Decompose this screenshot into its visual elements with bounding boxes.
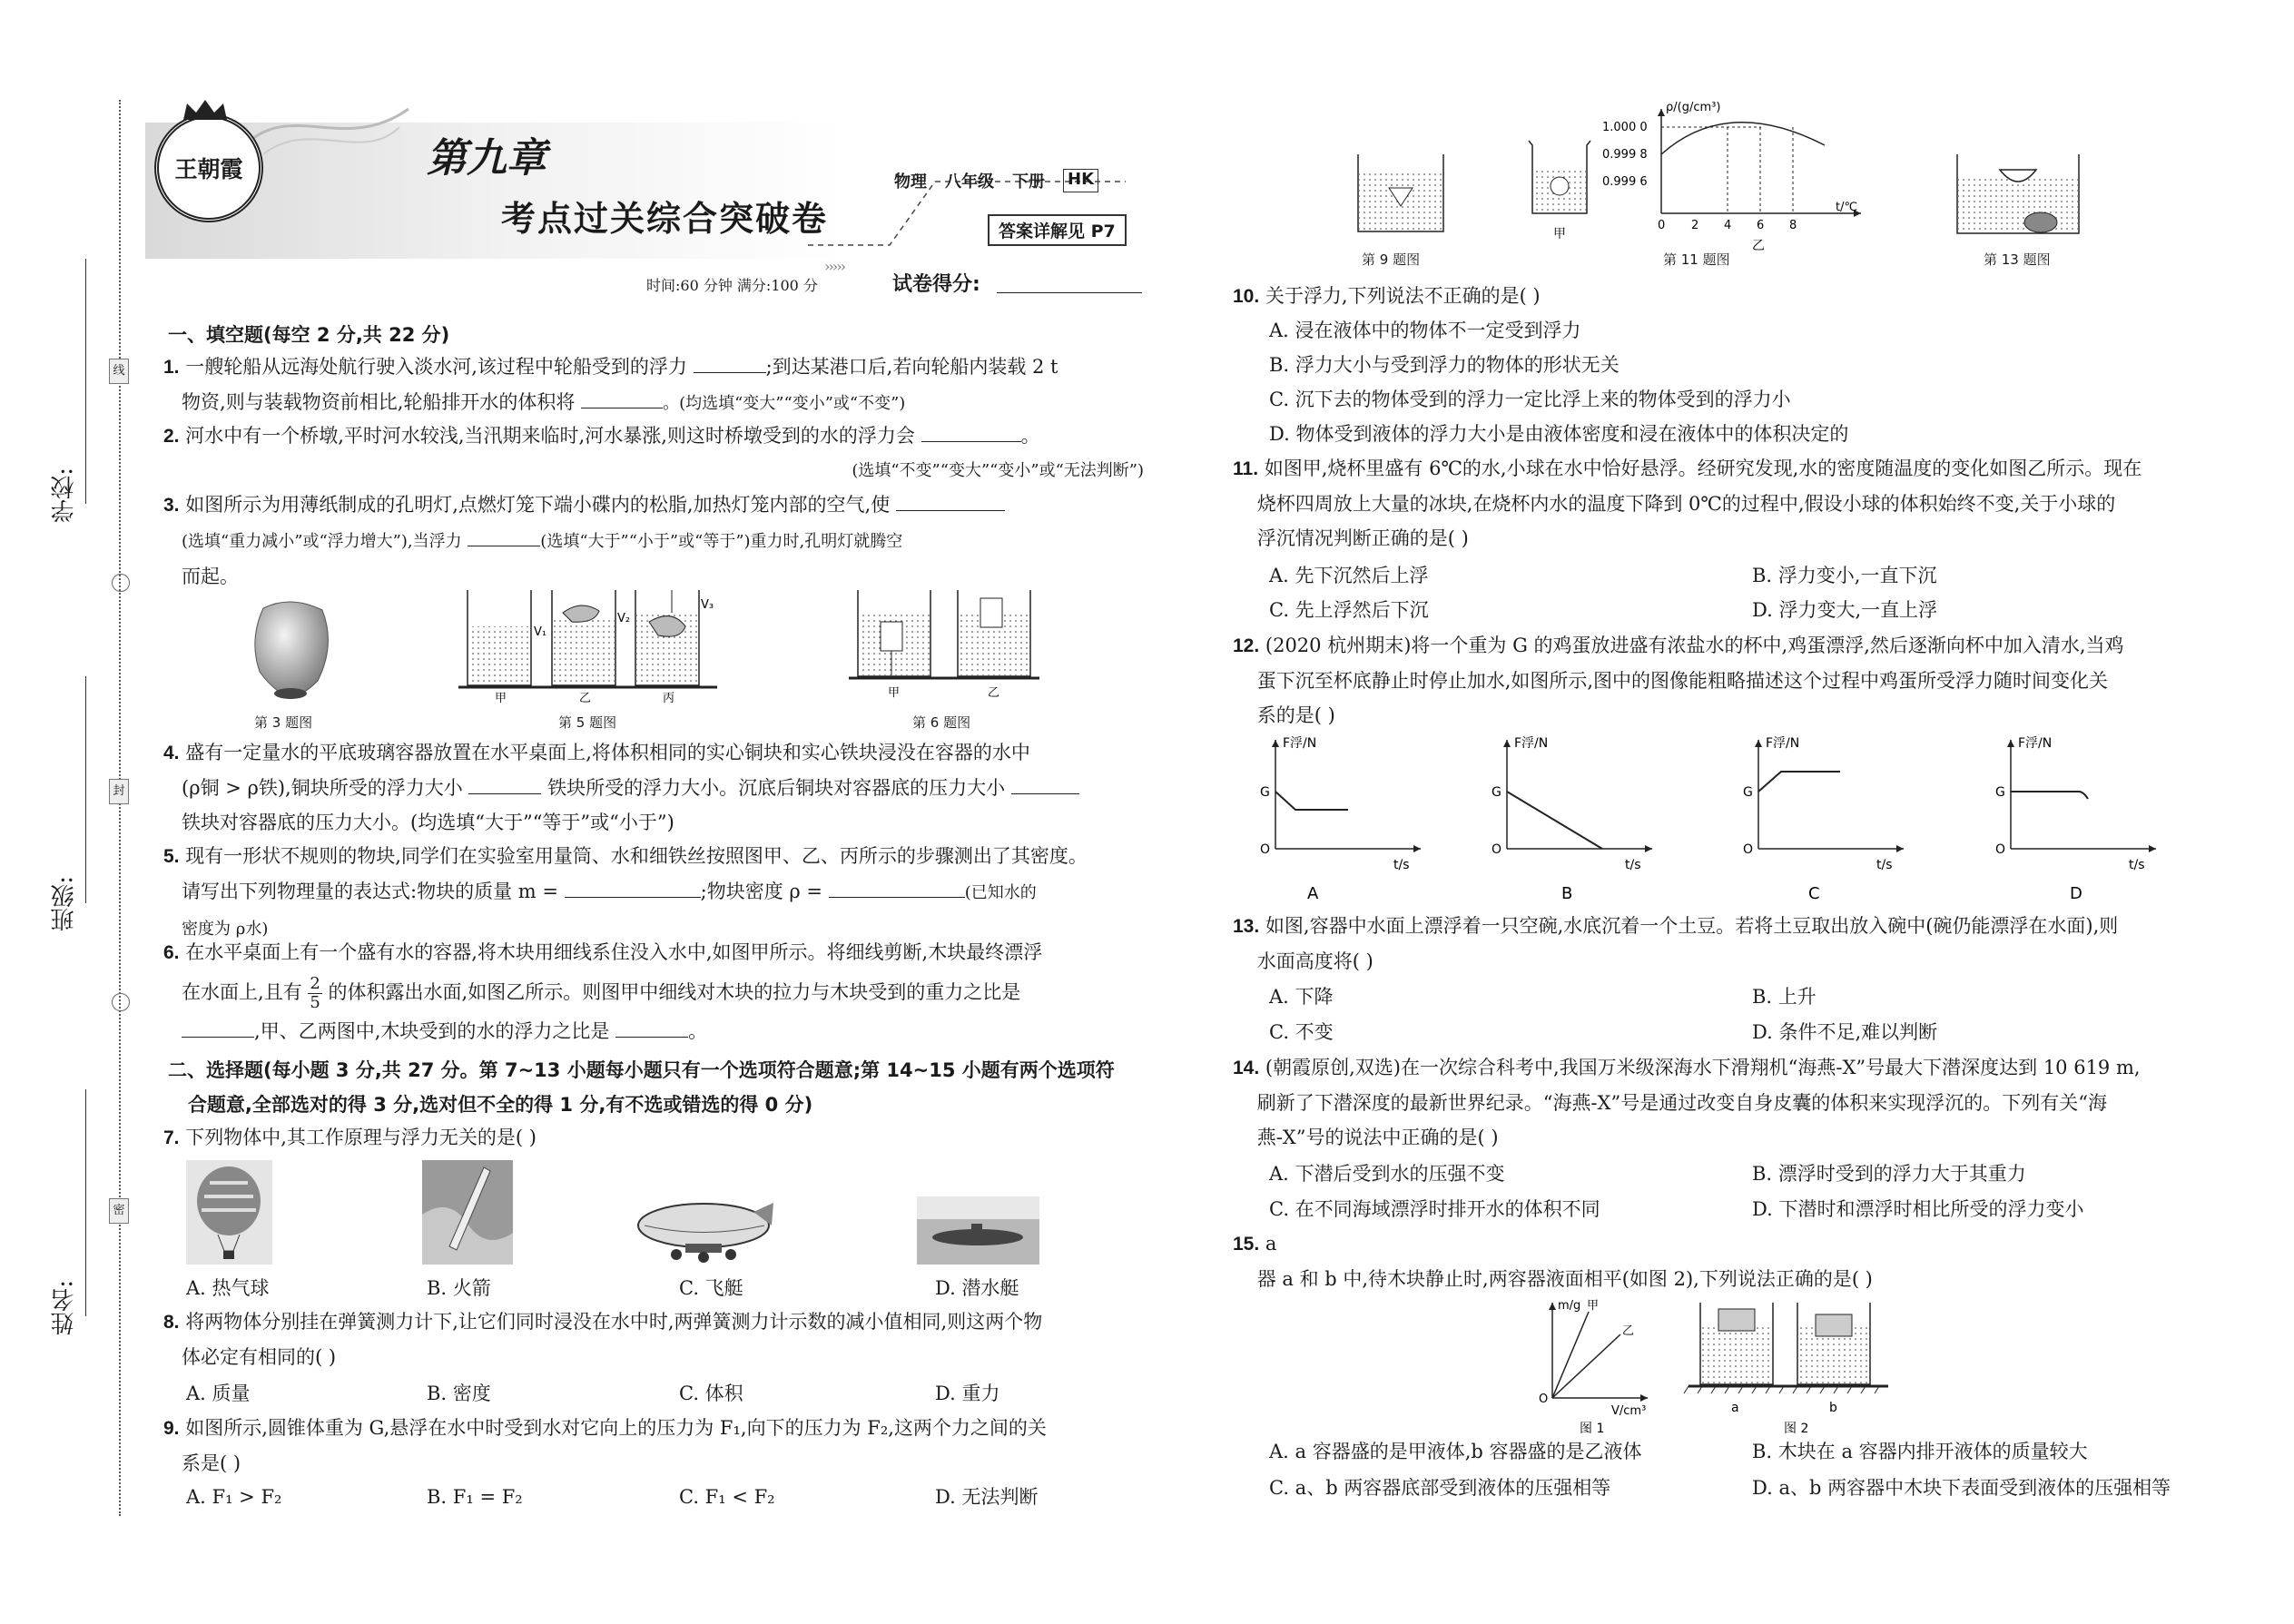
fig5-v3: V₃ [701, 598, 714, 612]
q11-option-d[interactable]: D. 浮力变大,一直上浮 [1752, 599, 1938, 621]
fig5-bing: 丙 [663, 692, 675, 705]
q15-option-c[interactable]: C. a、b 两容器底部受到液体的压强相等 [1269, 1477, 1611, 1499]
q12-fy: F浮/N [1514, 736, 1549, 751]
q15-fig1-caption: 图 1 [1580, 1422, 1605, 1436]
fig6-jia: 甲 [888, 686, 901, 700]
q1-blank2[interactable] [581, 388, 663, 408]
q4-blank1[interactable] [468, 773, 541, 794]
fig11-density-chart [1598, 100, 1870, 253]
q14: 14. (朝霞原创,双选)在一次综合科考中,我国万米级深海水下滑翔机“海燕-X”号最大下潜深度达到 10 619 m, 刷新了下潜深度的最新世界纪录。“海燕-X”号是通过改变自身皮囊的体积来实现浮沉的。下列有关“海 燕-X”号的说法中正确的是( ) [1233, 1057, 2141, 1148]
q7-option-a[interactable]: A. 热气球 [186, 1277, 270, 1299]
section2-title: 二、选择题(每小题 3 分,共 27 分。第 7~13 小题每小题只有一个选项符合题意;第 14~15 小题有两个选项符 合题意,全部选对的得 3 分,选对但不全的得 1 分,有不选或错选的得 0 分) [168, 1059, 1115, 1116]
q3: 3. 如图所示为用薄纸制成的孔明灯,点燃灯笼下端小碟内的松脂,加热灯笼内部的空气,使 (选填“重力减小”或“浮力增大”),当浮力 (选填“大于”“小于”或“等于”)重力时,孔明灯就腾空 而起。 [163, 487, 1153, 594]
paper-subtitle: 考点过关综合突破卷 [501, 198, 829, 239]
fig3-caption: 第 3 题图 [254, 714, 313, 731]
seal-mark: 封 [109, 779, 129, 804]
q14-option-c[interactable]: C. 在不同海域漂浮时排开水的体积不同 [1269, 1198, 1600, 1220]
time-score: 时间:60 分钟 满分:100 分 [646, 277, 818, 294]
q10-option-d[interactable]: D. 物体受到液体的浮力大小是由液体密度和浸在液体中的体积决定的 [1269, 423, 1849, 445]
q9-option-b[interactable]: B. F₁ = F₂ [427, 1486, 523, 1508]
q15-my: m/g [1558, 1299, 1581, 1313]
hot-air-balloon-image [186, 1160, 272, 1265]
fig5-caption: 第 5 题图 [558, 714, 617, 731]
q15-option-a[interactable]: A. a 容器盛的是甲液体,b 容器盛的是乙液体 [1269, 1441, 1642, 1462]
q5-blank2[interactable] [829, 877, 965, 898]
q8-option-d[interactable]: D. 重力 [935, 1383, 1000, 1404]
q10: 10. 关于浮力,下列说法不正确的是( ) [1233, 285, 1541, 307]
q12-g: G [1260, 785, 1270, 800]
score-label: 试卷得分: [892, 273, 980, 296]
q15-fig2-containers [1684, 1298, 1902, 1434]
fig6-blocks [844, 586, 1044, 704]
fig11-xtick: 8 [1789, 219, 1797, 232]
q15-vx: V/cm³ [1611, 1404, 1647, 1418]
fig11-xlabel: t/℃ [1836, 201, 1858, 214]
header-ribbon [236, 91, 418, 163]
meta-grade: 八年级 [945, 172, 994, 192]
logo-text: 王朝霞 [174, 156, 243, 182]
fig11-yi: 乙 [1752, 239, 1765, 253]
q15-jia: 甲 [1587, 1299, 1600, 1313]
q12-label-d: D [2070, 884, 2082, 903]
q5-blank1[interactable] [565, 877, 701, 898]
q12-tx: t/s [1625, 858, 1641, 872]
q14-option-a[interactable]: A. 下潜后受到水的压强不变 [1269, 1163, 1505, 1185]
airship-image [635, 1198, 776, 1266]
section1-title: 一、填空题(每空 2 分,共 22 分) [168, 324, 450, 346]
binding-dotted-line [119, 100, 121, 1516]
q10-option-a[interactable]: A. 浸在液体中的物体不一定受到浮力 [1269, 320, 1581, 341]
school-field[interactable] [85, 259, 86, 504]
q12-tx: t/s [1876, 858, 1893, 872]
fig5-v1: V₁ [534, 625, 547, 639]
q14-option-b[interactable]: B. 漂浮时受到的浮力大于其重力 [1752, 1163, 2026, 1185]
class-label: 班级: [51, 876, 78, 931]
q12-o: O [1995, 842, 2006, 857]
q12-fy: F浮/N [1766, 736, 1800, 751]
q8-option-a[interactable]: A. 质量 [186, 1383, 251, 1404]
chapter-title: 第九章 [427, 135, 546, 182]
fraction: $\frac{2}{5}$ [310, 974, 320, 1012]
fig5-cylinders [454, 586, 726, 704]
q10-option-b[interactable]: B. 浮力大小与受到浮力的物体的形状无关 [1269, 354, 1620, 376]
q15-a-label: a [1731, 1401, 1739, 1415]
q3-blank2[interactable] [468, 526, 540, 546]
q7: 7. 下列物体中,其工作原理与浮力无关的是( ) [163, 1127, 537, 1148]
fig11-ytick: 0.999 6 [1602, 175, 1648, 189]
seal-mark: 密 [109, 1198, 129, 1224]
class-field[interactable] [85, 676, 86, 903]
logo [154, 113, 263, 222]
q15-yi: 乙 [1622, 1324, 1635, 1338]
submarine-image [917, 1196, 1039, 1265]
q15-option-b[interactable]: B. 木块在 a 容器内排开液体的质量较大 [1752, 1441, 2088, 1462]
q5: 5. 现有一形状不规则的物块,同学们在实验室用量筒、水和细铁丝按照图甲、乙、丙所示的步骤测出了其密度。 请写出下列物理量的表达式:物块的质量 m = ;物块密度 ρ = (已知水的 密度为 ρ水) [163, 845, 1088, 939]
fig9-caption: 第 9 题图 [1362, 251, 1421, 268]
q11-option-c[interactable]: C. 先上浮然后下沉 [1269, 599, 1429, 621]
q1: 1. 一艘轮船从远海处航行驶入淡水河,该过程中轮船受到的浮力 ;到达某港口后,若向轮船内装载 2 t 物资,则与装载物资前相比,轮船排开水的体积将 。(均选填“变大”“变小”或“不变”) [163, 349, 1153, 421]
q12-label-a: A [1307, 884, 1319, 903]
q10-option-c[interactable]: C. 沉下去的物体受到的浮力一定比浮上来的物体受到的浮力小 [1269, 389, 1791, 410]
binding-hole [112, 574, 130, 592]
q9-option-d[interactable]: D. 无法判断 [935, 1486, 1039, 1508]
fig11-beaker [1523, 136, 1596, 241]
q15-o: O [1539, 1393, 1549, 1406]
fig13-caption: 第 13 题图 [1984, 251, 2051, 268]
fig11-xtick: 4 [1724, 219, 1732, 232]
q12-label-b: B [1561, 884, 1573, 903]
q2: 2. 河水中有一个桥墩,平时河水较浅,当汛期来临时,河水暴涨,则这时桥墩受到的水的浮力会 。 (选填“不变”“变大”“变小”或“无法判断”) [163, 418, 1153, 488]
fig11-ylabel: ρ/(g/cm³) [1666, 101, 1721, 114]
q12-g: G [1743, 785, 1753, 800]
q9: 9. 如图所示,圆锥体重为 G,悬浮在水中时受到水对它向上的压力为 F₁,向下的压力为 F₂,这两个力之间的关 系是( ) [163, 1417, 1047, 1474]
meta-volume: 下册 [1012, 172, 1045, 192]
fig11-jia: 甲 [1553, 227, 1566, 241]
q4-blank2[interactable] [1011, 773, 1079, 794]
meta-tags [894, 169, 1098, 192]
name-label: 姓名: [51, 1280, 78, 1335]
q12-graph-d[interactable] [1993, 731, 2174, 903]
q7-option-b[interactable]: B. 火箭 [427, 1277, 491, 1299]
q15-fig2-caption: 图 2 [1784, 1422, 1809, 1436]
q11-option-a[interactable]: A. 先下沉然后上浮 [1269, 565, 1429, 586]
school-label: 学校: [51, 468, 78, 523]
fig5-jia: 甲 [495, 692, 507, 705]
rocket-image [422, 1160, 513, 1265]
q1-blank1[interactable] [694, 352, 766, 373]
q14-option-d[interactable]: D. 下潜时和漂浮时相比所受的浮力变小 [1752, 1198, 2084, 1220]
fig9-cone [1351, 150, 1451, 241]
meta-edition: HK [1063, 169, 1098, 192]
fig13-bowl-potato [1950, 150, 2086, 241]
fig11-caption: 第 11 题图 [1663, 251, 1730, 268]
q12-fy: F浮/N [2018, 736, 2053, 751]
q15: 15. a 器 a 和 b 中,待木块静止时,两容器液面相平(如图 2),下列说法正确的是( ) [1233, 1233, 1873, 1290]
q12-g: G [1995, 785, 2005, 800]
q8-option-b[interactable]: B. 密度 [427, 1383, 491, 1404]
fig3-lantern [245, 599, 336, 704]
q4: 4. 盛有一定量水的平底玻璃容器放置在水平桌面上,将体积相同的实心铜块和实心铁块浸没在容器的水中 (ρ铜 > ρ铁),铜块所受的浮力大小 铁块所受的浮力大小。沉底后铜块对容器底的压力大小 铁块对容器底的压力大小。(均选填“大于”“等于”或“小于”) [163, 735, 1153, 840]
q12-label-c: C [1808, 884, 1820, 903]
fig5-v2: V₂ [617, 612, 631, 625]
meta-subject: 物理 [894, 172, 927, 192]
q12-graph-c[interactable] [1740, 731, 1922, 903]
binding-hole [112, 993, 130, 1011]
fig11-xtick: 6 [1757, 219, 1765, 232]
fig11-xtick: 2 [1691, 219, 1699, 232]
q12-o: O [1260, 842, 1271, 857]
q15-fig1-graph [1534, 1298, 1652, 1434]
q8-option-c[interactable]: C. 体积 [679, 1383, 743, 1404]
q12-tx: t/s [1393, 858, 1410, 872]
fig6-caption: 第 6 题图 [912, 714, 971, 731]
q6-blank2[interactable] [615, 1017, 688, 1038]
q13-option-c[interactable]: C. 不变 [1269, 1021, 1334, 1043]
q13-option-a[interactable]: A. 下降 [1269, 986, 1334, 1008]
fig11-ytick: 0.999 8 [1602, 148, 1648, 162]
q12: 12. (2020 杭州期末)将一个重为 G 的鸡蛋放进盛有浓盐水的杯中,鸡蛋漂浮,然后逐渐向杯中加入清水,当鸡 蛋下沉至杯底静止时停止加水,如图所示,图中的图像能粗略描述这个过程中鸡蛋所受浮力随时间变化关 系的是( ) [1233, 635, 2124, 726]
q12-tx: t/s [2129, 858, 2145, 872]
q7-option-d[interactable]: D. 潜水艇 [935, 1277, 1019, 1299]
q12-graph-a[interactable] [1257, 731, 1439, 903]
q15-option-d[interactable]: D. a、b 两容器中木块下表面受到液体的压强相等 [1752, 1477, 2171, 1499]
score-field[interactable] [997, 292, 1142, 293]
crown-icon [180, 98, 231, 122]
q11: 11. 如图甲,烧杯里盛有 6℃的水,小球在水中恰好悬浮。经研究发现,水的密度随温度的变化如图乙所示。现在 烧杯四周放上大量的冰块,在烧杯内水的温度下降到 0℃的过程中,假设小球的体积始终不变,关于小球的 浮沉情况判断正确的是( ) [1233, 458, 2142, 549]
q3-blank1[interactable] [896, 490, 1005, 511]
q2-blank[interactable] [921, 421, 1021, 442]
q12-fy: F浮/N [1283, 736, 1317, 751]
fig11-ytick: 1.000 0 [1602, 121, 1648, 134]
q7-option-c[interactable]: C. 飞艇 [679, 1277, 743, 1299]
fig11-xtick: 0 [1658, 219, 1666, 232]
q15-b-label: b [1829, 1401, 1837, 1415]
arrow-decor: ››››› [824, 258, 844, 275]
q13: 13. 如图,容器中水面上漂浮着一只空碗,水底沉着一个土豆。若将土豆取出放入碗中(碗仍能漂浮在水面),则 水面高度将( ) [1233, 915, 2119, 972]
q13-option-d[interactable]: D. 条件不足,难以判断 [1752, 1021, 1938, 1043]
q8: 8. 将两物体分别挂在弹簧测力计下,让它们同时浸没在水中时,两弹簧测力计示数的减小值相同,则这两个物 体必定有相同的( ) [163, 1311, 1043, 1368]
q12-g: G [1492, 785, 1501, 800]
q9-option-a[interactable]: A. F₁ > F₂ [186, 1486, 282, 1508]
q12-o: O [1743, 842, 1754, 857]
q6-blank1[interactable] [182, 1017, 254, 1038]
q9-option-c[interactable]: C. F₁ < F₂ [679, 1486, 775, 1508]
q11-option-b[interactable]: B. 浮力变小,一直下沉 [1752, 565, 1937, 586]
answer-ref: 答案详解见 P7 [999, 221, 1116, 241]
name-field[interactable] [85, 1089, 86, 1316]
fig6-yi: 乙 [988, 686, 1000, 700]
q13-option-b[interactable]: B. 上升 [1752, 986, 1816, 1008]
answer-ref-box [988, 214, 1127, 246]
seal-mark: 线 [109, 359, 129, 384]
q6: 6. 在水平桌面上有一个盛有水的容器,将木块用细线系住没入水中,如图甲所示。将细线剪断,木块最终漂浮 在水面上,且有 $\frac{2}{5}$ 的体积露出水面,如图乙所示。则图甲中细线对木块的拉力与木块受到的重力之比是 ,甲、乙两图中,木块受到的水的浮力之比是 。 [163, 941, 1043, 1042]
fig5-yi: 乙 [579, 692, 592, 705]
q12-graph-b[interactable] [1489, 731, 1670, 903]
q12-o: O [1492, 842, 1502, 857]
